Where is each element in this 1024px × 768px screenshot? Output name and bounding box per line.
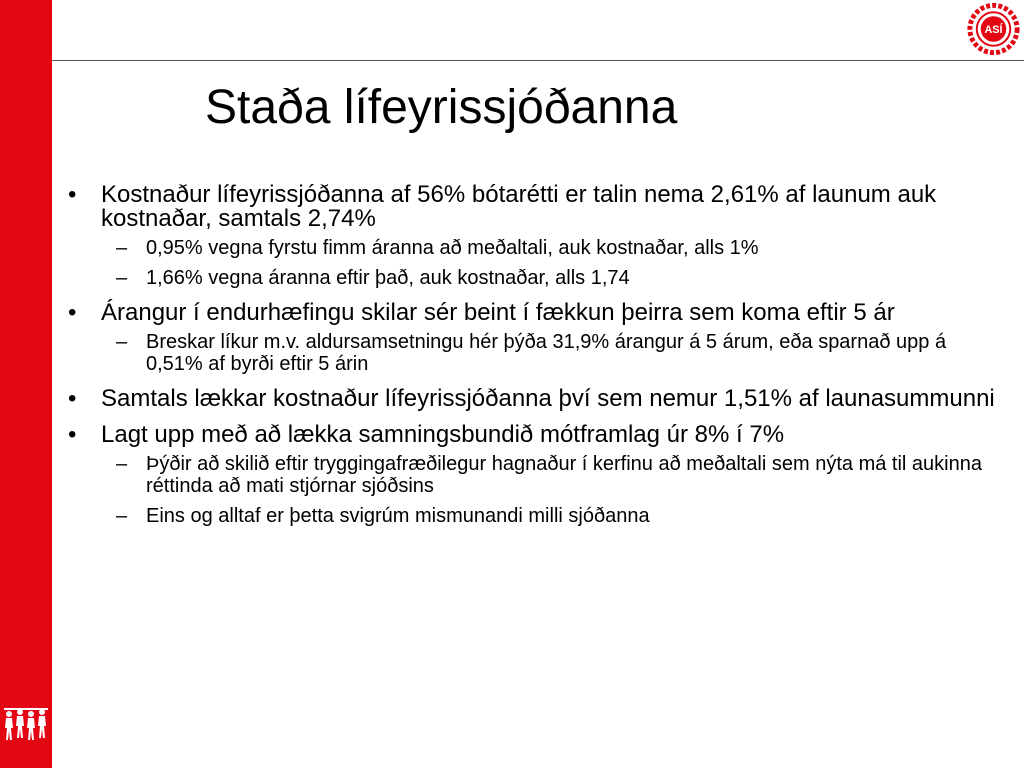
bullet-item [68,423,998,447]
sub-bullet-text: Eins og alltaf er þetta svigrúm mismunandi milli sjóðanna [146,505,650,527]
bullet-marker: • [68,299,77,326]
asi-logo-icon [963,0,1024,58]
sub-bullet-text: Þýðir að skilið eftir tryggingafræðilegur hagnaður í kerfinu að meðaltali sem nýta má til aukinna réttinda að mati stjórnar sjóðsins [146,453,982,497]
sub-bullet-item [68,267,998,289]
bullet-list [68,183,998,535]
logo-text: ASÍ [984,23,1003,36]
people-figures-icon [2,705,50,747]
bullet-marker: • [68,385,77,412]
sub-bullet-item [68,505,998,527]
dash-marker: – [116,267,128,289]
bullet-text: Árangur í endurhæfingu skilar sér beint í fækkun þeirra sem koma eftir 5 ár [101,299,895,326]
dash-marker: – [116,505,128,527]
sub-bullet-item [68,237,998,259]
left-red-bar [0,0,52,768]
bullet-text: Kostnaður lífeyrissjóðanna af 56% bótarétti er talin nema 2,61% af launum auk kostnaðar, samtals 2,74% [101,181,937,232]
bullet-item [68,183,998,231]
bullet-text: Samtals lækkar kostnaður lífeyrissjóðanna því sem nemur 1,51% af launasummunni [101,385,995,412]
header-divider [52,60,1024,61]
sub-bullet-text: Breskar líkur m.v. aldursamsetningu hér þýða 31,9% árangur á 5 árum, eða sparnað upp á 0,51% af byrði eftir 5 árin [146,331,947,375]
sub-bullet-text: 1,66% vegna áranna eftir það, auk kostnaðar, alls 1,74 [146,267,630,289]
slide-title: Staða lífeyrissjóðanna [205,81,678,134]
bullet-marker: • [68,181,77,208]
bullet-item [68,301,998,325]
sub-bullet-text: 0,95% vegna fyrstu fimm áranna að meðaltali, auk kostnaðar, alls 1% [146,237,759,259]
dash-marker: – [116,453,128,475]
bullet-item [68,387,998,411]
dash-marker: – [116,237,128,259]
sub-bullet-item [68,331,998,375]
bullet-text: Lagt upp með að lækka samningsbundið mótframlag úr 8% í 7% [101,421,785,448]
sub-bullet-item [68,453,998,497]
dash-marker: – [116,331,128,353]
bullet-marker: • [68,421,77,448]
